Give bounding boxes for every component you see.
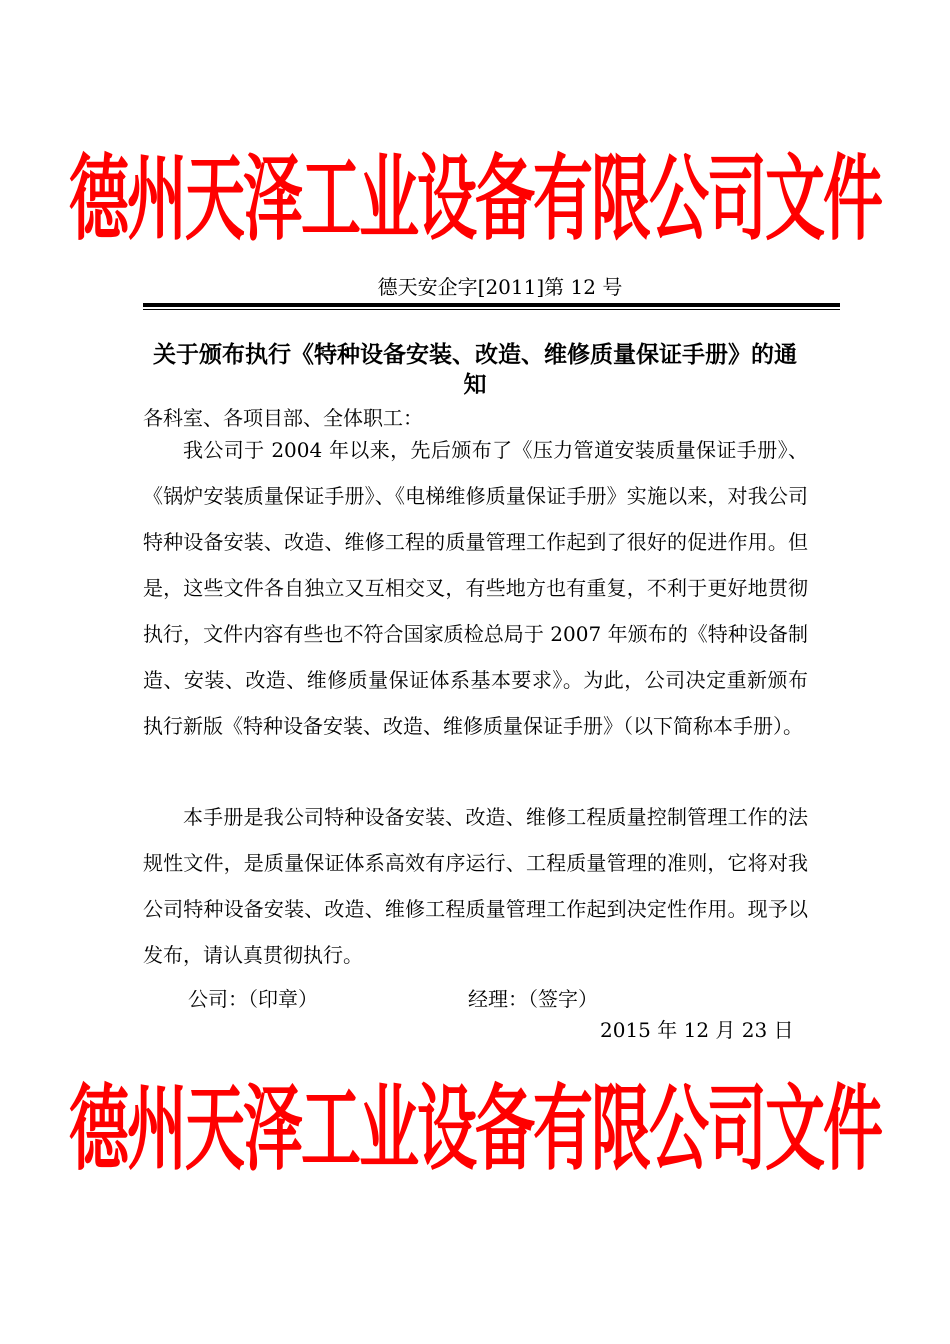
header-divider-thin [143, 309, 840, 310]
signature-company: 公司：（印章） [188, 987, 318, 1011]
red-footer-title: 德州天泽工业设备有限公司文件 [69, 1075, 881, 1185]
signature-manager: 经理：（签字） [468, 987, 598, 1011]
body-paragraph-1: 我公司于 2004 年以来，先后颁布了《压力管道安装质量保证手册》、《锅炉安装质量保证手册》、《电梯维修质量保证手册》实施以来，对我公司特种设备安装、改造、维修工程的质量管理工作起到了很好的促进作用。但是，这些文件各自独立又互相交叉，有些地方也有重复，不利于更好地贯彻执行，文件内容有些也不符合国家质检总局于 2007 年颁布的《特种设备制造、安装、改造、维修质量保证体系基本要求》。为此，公司决定重新颁布执行新版《特种设备安装、改造、维修质量保证手册》（以下简称本手册）。 [143, 438, 808, 738]
notice-title: 关于颁布执行《特种设备安装、改造、维修质量保证手册》的通知 [153, 342, 797, 398]
red-header-title: 德州天泽工业设备有限公司文件 [69, 145, 881, 255]
addressee: 各科室、各项目部、全体职工： [143, 406, 423, 430]
signature-date: 2015 年 12 月 23 日 [600, 1018, 794, 1042]
document-number: 德天安企字[2011]第 12 号 [377, 275, 623, 299]
body-paragraph-2: 本手册是我公司特种设备安装、改造、维修工程质量控制管理工作的法规性文件，是质量保证体系高效有序运行、工程质量管理的准则，它将对我公司特种设备安装、改造、维修工程质量管理工作起到决定性作用。现予以发布，请认真贯彻执行。 [143, 805, 808, 967]
header-divider-thick [143, 303, 840, 307]
